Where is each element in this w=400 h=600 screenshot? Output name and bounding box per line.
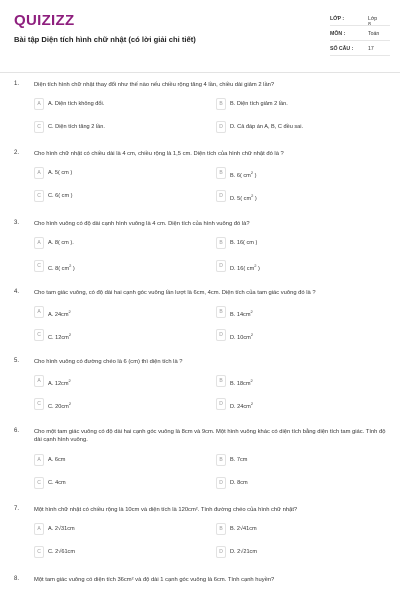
option-letter-box: C	[34, 477, 44, 489]
option-text: C. $12cm^2$	[48, 332, 72, 341]
count-value: 17	[368, 46, 374, 52]
option-letter-box: B	[216, 98, 226, 110]
question-number: 8.	[14, 576, 20, 582]
option-text: C. Diện tích tăng 2 lần.	[48, 124, 105, 130]
option-letter-box: C	[34, 190, 44, 202]
option-letter-box: D	[216, 546, 226, 558]
question-number: 6.	[14, 428, 20, 434]
question-text: Cho tam giác vuông, có độ dài hai cạnh góc vuông lần lượt là 6cm, 4cm. Diện tích của tam giác vuông đó là ?	[34, 290, 316, 296]
option-letter-box: C	[34, 121, 44, 133]
question-text: Một hình chữ nhật có chiều rộng là 10cm và diện tích là 120cm². Tính đường chéo của hình chữ nhật?	[34, 507, 298, 513]
option-text: B. Diện tích giảm 2 lần.	[230, 101, 288, 107]
option-letter-box: D	[216, 260, 226, 272]
question-text: Diện tích hình chữ nhật thay đổi như thế nào nếu chiều rộng tăng 4 lần, chiều dài giảm 2 lần?	[34, 82, 275, 88]
question-number: 2.	[14, 150, 20, 156]
option-letter-box: B	[216, 167, 226, 179]
question-number: 3.	[14, 220, 20, 226]
option-letter-box: A	[34, 237, 44, 249]
question-text: Một tam giác vuông có diện tích 36cm² và độ dài 1 cạnh góc vuông là 6cm. Tính cạnh huyền?	[34, 577, 275, 583]
option-letter-box: B	[216, 523, 226, 535]
option-letter-box: A	[34, 306, 44, 318]
option-text: D. 16( $cm^2$ )	[230, 263, 260, 272]
option-letter-box: A	[34, 523, 44, 535]
option-text: B. 2√41cm	[230, 526, 257, 532]
option-letter-box: D	[216, 329, 226, 341]
option-letter-box: C	[34, 398, 44, 410]
option-text: A. 6cm	[48, 457, 66, 463]
question-number: 4.	[14, 289, 20, 295]
option-text: D. Cả đáp án A, B, C đều sai.	[230, 124, 304, 130]
question-text: Cho hình chữ nhật có chiều dài là 4 cm, chiều rộng là 1,5 cm. Diện tích của hình chữ nhật đó là ?	[34, 151, 284, 157]
question-text: Cho một tam giác vuông có độ dài hai cạnh góc vuông là 8cm và 9cm. Một hình vuông khác có diện tích bằng diện tích tam giác. Tính độ dài cạnh hình vuông.	[34, 429, 386, 443]
worksheet-title: Bài tập Diện tích hình chữ nhật (có lời giải chi tiết)	[14, 35, 196, 44]
option-text: A. 2√31cm	[48, 526, 75, 532]
subject-label: MÔN :	[330, 31, 346, 37]
option-letter-box: B	[216, 454, 226, 466]
option-text: B. $18cm^2$	[230, 378, 253, 387]
option-letter-box: A	[34, 375, 44, 387]
option-letter-box: A	[34, 454, 44, 466]
option-letter-box: A	[34, 98, 44, 110]
option-letter-box: D	[216, 477, 226, 489]
option-letter-box: B	[216, 237, 226, 249]
option-text: B. 7cm	[230, 457, 248, 463]
question-text: Cho hình vuông có độ dài cạnh hình vuông là 4 cm. Diện tích của hình vuông đó là?	[34, 221, 250, 227]
header-divider	[0, 72, 400, 73]
meta-divider	[330, 25, 390, 26]
option-text: C. 6( cm )	[48, 193, 73, 199]
option-letter-box: B	[216, 375, 226, 387]
option-text: A. Diện tích không đổi.	[48, 101, 105, 107]
option-text: D. 2√21cm	[230, 549, 258, 555]
option-letter-box: C	[34, 546, 44, 558]
option-letter-box: D	[216, 121, 226, 133]
class-label: LỚP :	[330, 16, 345, 22]
option-text: C. 8( $cm^2$ )	[48, 263, 75, 272]
subject-meta	[330, 31, 380, 37]
option-letter-box: C	[34, 260, 44, 272]
class-meta	[330, 16, 378, 22]
option-text: C. $20cm^2$	[48, 401, 72, 410]
meta-divider	[330, 40, 390, 41]
count-meta	[330, 46, 374, 52]
option-text: A. 8( cm ).	[48, 240, 74, 246]
subject-value: Toán	[368, 31, 380, 37]
question-text: Cho hình vuông có đường chéo là 6 (cm) thì diện tích là ?	[34, 359, 183, 365]
option-text: A. 5( cm )	[48, 170, 73, 176]
option-text: A. $12cm^2$	[48, 378, 71, 387]
option-text: C. 4cm	[48, 480, 66, 486]
question-number: 7.	[14, 506, 20, 512]
option-text: A. $24cm^2$	[48, 309, 71, 318]
meta-divider	[330, 55, 390, 56]
option-text: D. 8cm	[230, 480, 248, 486]
option-text: C. 2√61cm	[48, 549, 76, 555]
option-text: D. $10cm^2$	[230, 332, 254, 341]
class-value: Lớp	[368, 16, 378, 22]
option-letter-box: A	[34, 167, 44, 179]
option-letter-box: D	[216, 190, 226, 202]
option-text: D. 5( $cm^2$ )	[230, 193, 257, 202]
option-text: D. $24cm^2$	[230, 401, 254, 410]
quizizz-logo: QUIZIZZ	[14, 12, 75, 29]
option-letter-box: C	[34, 329, 44, 341]
question-number: 5.	[14, 358, 20, 364]
option-text: B. 6( $cm^2$ )	[230, 170, 257, 179]
question-number: 1.	[14, 81, 20, 87]
option-text: B. 16( cm )	[230, 240, 258, 246]
count-label: SỐ CÂU :	[330, 46, 354, 52]
option-text: B. $14cm^2$	[230, 309, 253, 318]
option-letter-box: D	[216, 398, 226, 410]
worksheet-header	[0, 0, 400, 72]
option-letter-box: B	[216, 306, 226, 318]
